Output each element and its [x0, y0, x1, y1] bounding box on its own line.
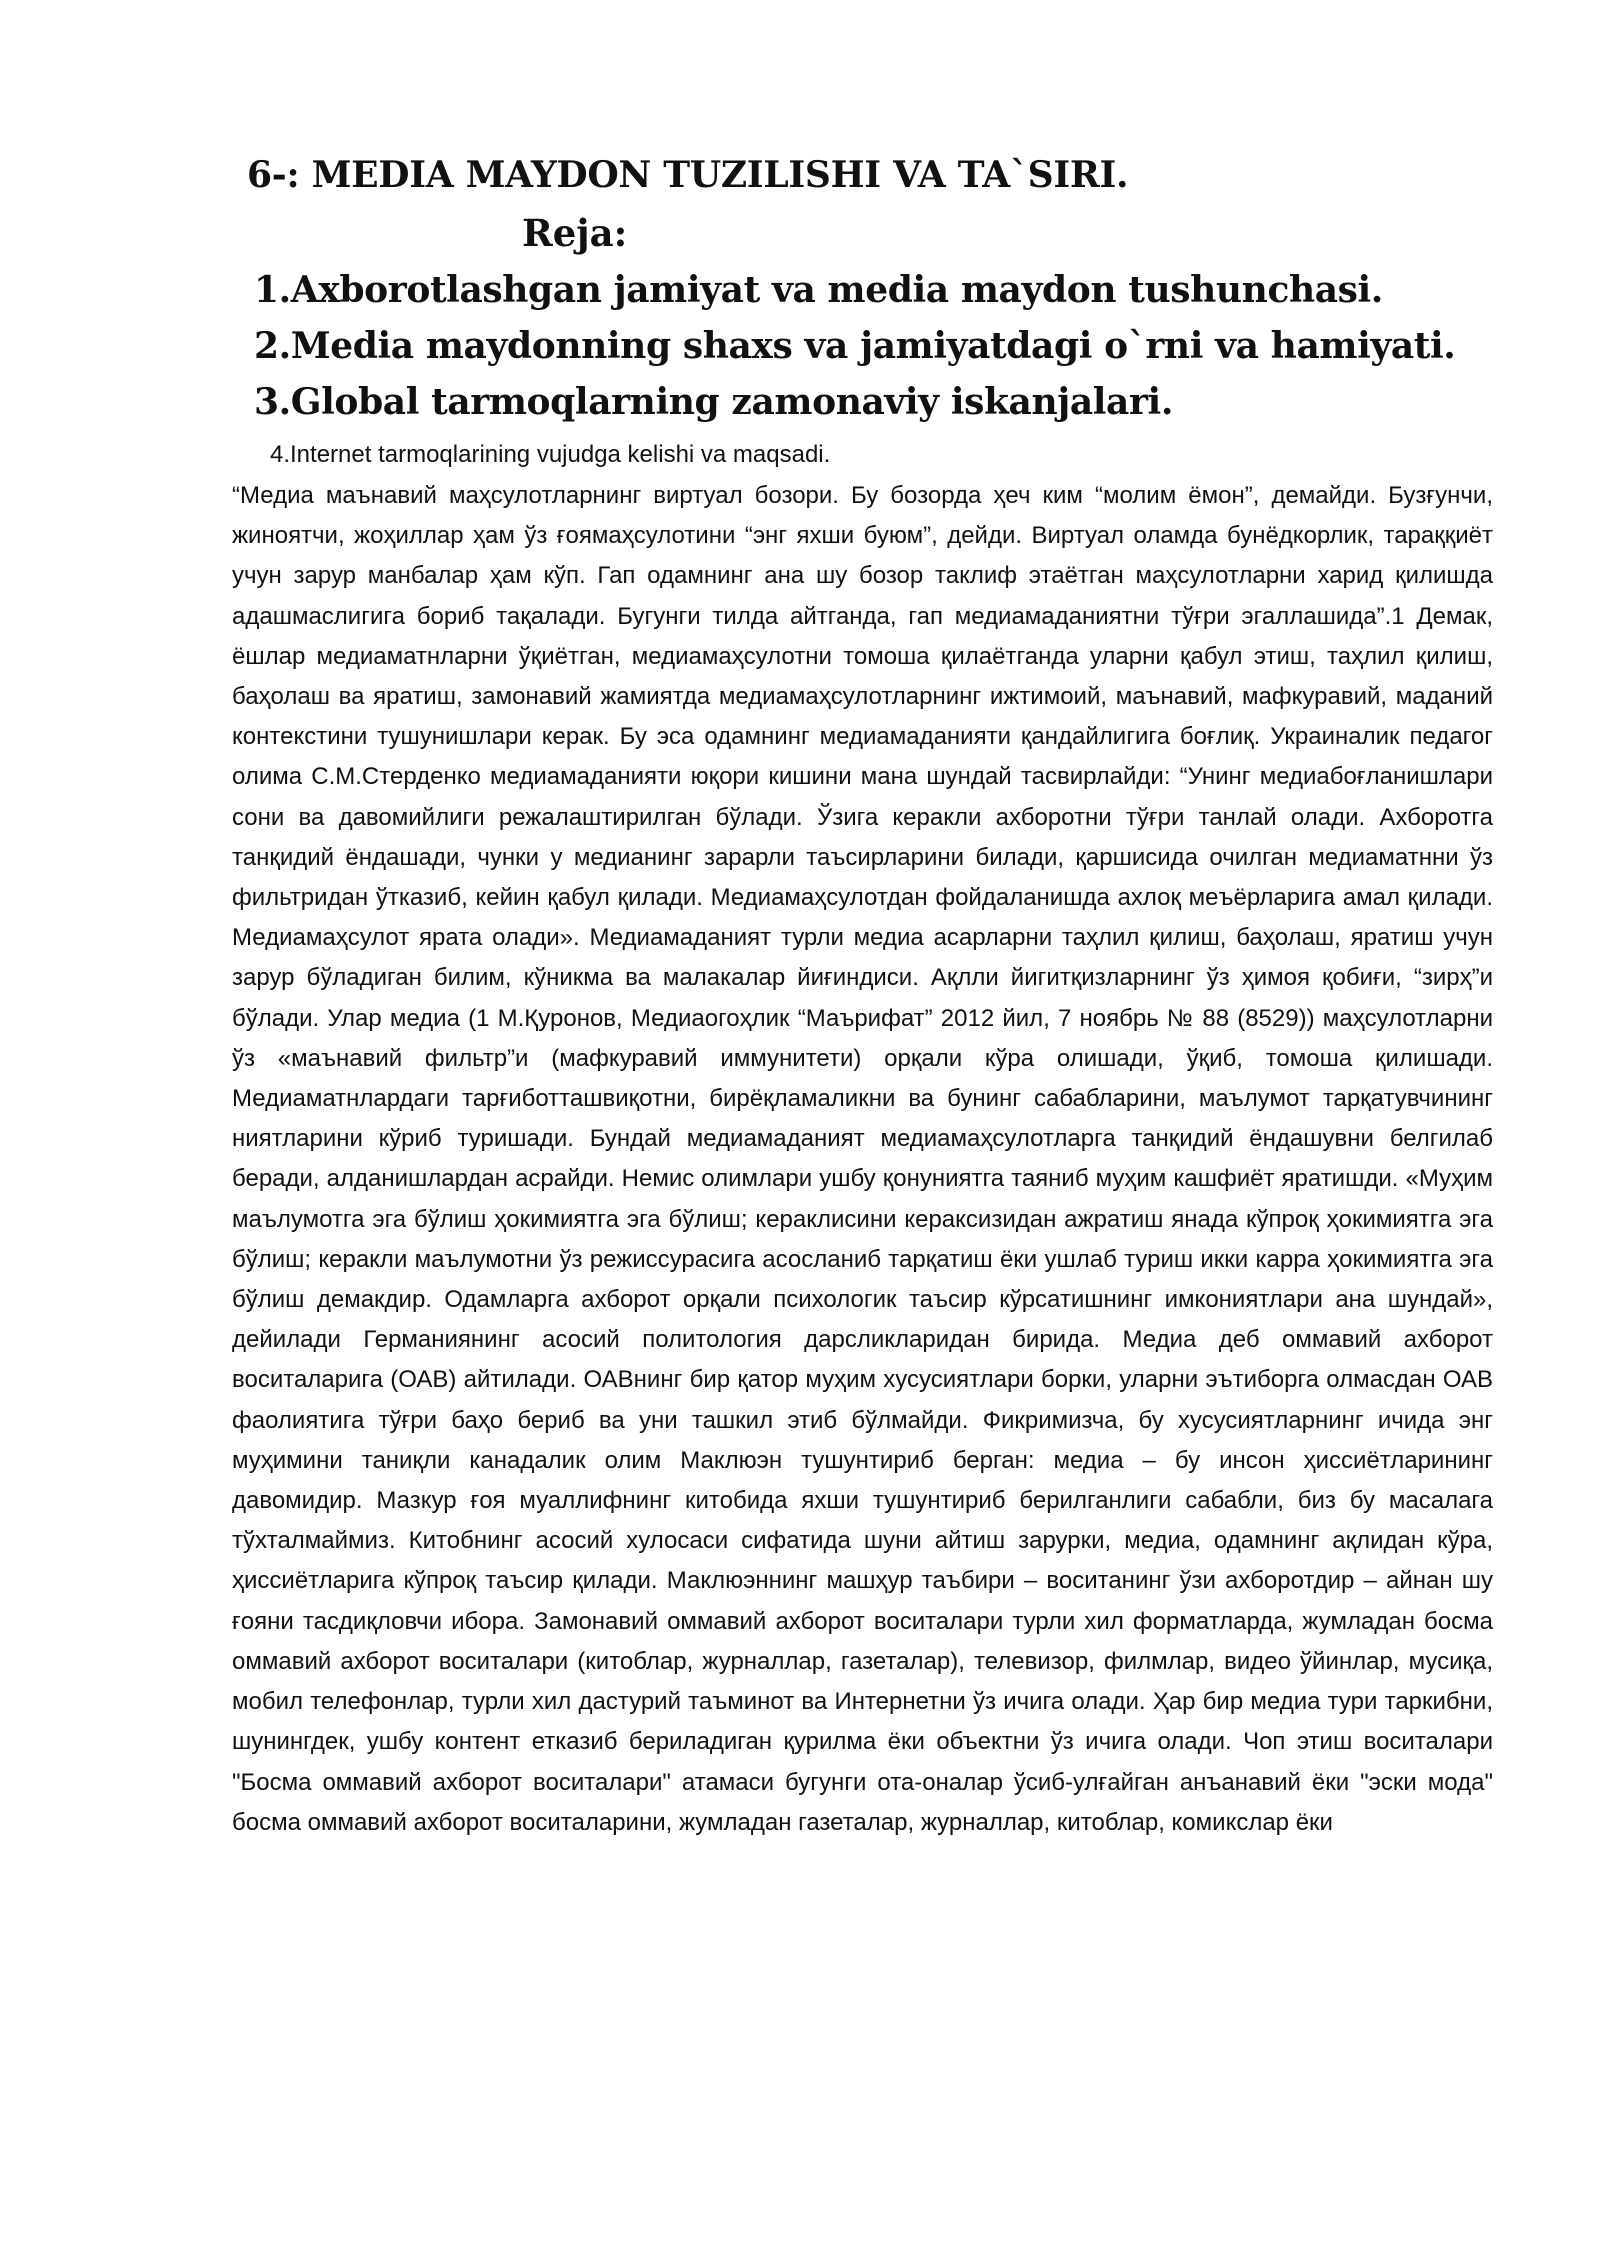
body-paragraph: “Медиа маънавий маҳсулотларнинг виртуал бозори. Бу бозорда ҳеч ким “молим ёмон”, демайди. Бузғунчи, жиноятчи, жоҳиллар ҳам ўз ғоямаҳсулотини “энг яхши буюм”, дейди. Виртуал оламда бунёдкорлик, тараққиёт учун зарур манбалар ҳам кўп. Гап одамнинг ана шу бозор таклиф этаётган маҳсулотларни харид қилишда адашмаслигига бориб тақалади. Бугунги тилда айтганда, гап медиамаданиятни тўғри эгаллашида”.1 Демак, ёшлар медиаматнларни ўқиётган, медиамаҳсулотни томоша қилаётганда уларни қабул этиш, таҳлил қилиш, баҳолаш ва яратиш, замонавий жамиятда медиамаҳсулотларнинг ижтимоий, маънавий, мафкуравий, маданий контекстини тушунишлари керак. Бу эса одамнинг медиамаданияти қандайлигига боғлиқ. Украиналик педагог олима С.М.Стерденко медиамаданияти юқори кишини мана шундай тасвирлайди: “Унинг медиабоғланишлари сони ва давомийлиги режалаштирилган бўлади. Ўзига керакли ахборотни тўғри танлай олади. Ахборотга танқидий ёндашади, чунки у медианинг зарарли таъсирларини билади, қаршисида очилган медиаматнни ўз фильтридан ўтказиб, кейин қабул қилади. Медиамаҳсулотдан фойдаланишда ахлоқ меъёрларига амал қилади. Медиамаҳсулот ярата олади». Медиамаданият турли медиа асарларни таҳлил қилиш, баҳолаш, яратиш учун зарур бўладиган билим, кўникма ва малакалар йиғиндиси. Ақлли йигитқизларнинг ўз ҳимоя қобиғи, “зирҳ”и бўлади. Улар медиа (1 М.Қуронов, Медиаогоҳлик “Маърифат” 2012 йил, 7 ноябрь № 88 (8529)) маҳсулотларни ўз «маънавий фильтр”и (мафкуравий иммунитети) орқали кўра олишади, ўқиб, томоша қилишади. Медиаматнлардаги тарғиботташвиқотни, бирёқламаликни ва бунинг сабабларини, маълумот тарқатувчининг ниятларини кўриб туришади. Бундай медиамаданият медиамаҳсулотларга танқидий ёндашувни белгилаб беради, алданишлардан асрайди. Немис олимлари ушбу қонуниятга таяниб муҳим кашфиёт яратишди. «Муҳим маълумотга эга бўлиш ҳокимиятга эга бўлиш; кераклисини кераксизидан ажратиш янада кўпроқ ҳокимиятга эга бўлиш; керакли маълумотни ўз режиссурасига асосланиб тарқатиш ёки ушлаб туриш икки карра ҳокимиятга эга бўлиш демакдир. Одамларга ахборот орқали психологик таъсир кўрсатишнинг имкониятлари ана шундай», дейилади Германиянинг асосий политология дарсликларидан бирида. Медиа деб оммавий ахборот воситаларига (ОАВ) айтилади. ОАВнинг бир қатор муҳим хусусиятлари борки, уларни эътиборга олмасдан ОАВ фаолиятига тўғри баҳо бериб ва уни ташкил этиб бўлмайди. Фикримизча, бу хусусиятларнинг ичида энг муҳимини таниқли канадалик олим Маклюэн тушунтириб берган: медиа – бу инсон ҳиссиётларининг давомидир. Мазкур ғоя муаллифнинг китобида яхши тушунтириб берилганлиги сабабли, биз бу масалага тўхталмаймиз. Китобнинг асосий хулосаси сифатида шуни айтиш зарурки, медиа, одамнинг ақлидан кўра, ҳиссиётларига кўпроқ таъсир қилади. Маклюэннинг машҳур таъбири – воситанинг ўзи ахборотдир – айнан шу ғояни тасдиқловчи ибора. Замонавий оммавий ахборот воситалари турли хил форматларда, жумладан босма оммавий ахборот воситалари (китоблар, журналлар, газеталар), телевизор, филмлар, видео ўйинлар, мусиқа, мобил телефонлар, турли хил дастурий таъминот ва Интернетни ўз ичига олади. Ҳар бир медиа тури таркибни, шунингдек, ушбу контент етказиб бериладиган қурилма ёки объектни ўз ичига олади. Чоп этиш воситалари "Босма оммавий ахборот воситалари" атамаси бугунги ота-оналар ўсиб-улғайган анъанавий ёки "эски мода" босма оммавий ахборот воситаларини, жумладан газеталар, журналлар, китоблар, комикслар ёки: [232, 482, 1493, 1836]
plan-item: 1.Axborotlashgan jamiyat va media maydon tushunchasi.: [254, 269, 1383, 311]
plan-heading: Reja:: [522, 211, 628, 255]
document-title: 6-: MEDIA MAYDON TUZILISHI VA TA`SIRI.: [247, 154, 1129, 196]
plan-item-4: 4.Internet tarmoqlarining vujudga kelishi va maqsadi.: [270, 441, 831, 468]
plan-item: 3.Global tarmoqlarning zamonaviy iskanjalari.: [254, 381, 1173, 423]
plan-list: [254, 262, 1455, 430]
plan-item: 2.Media maydonning shaxs va jamiyatdagi o`rni va hamiyati.: [254, 325, 1456, 367]
